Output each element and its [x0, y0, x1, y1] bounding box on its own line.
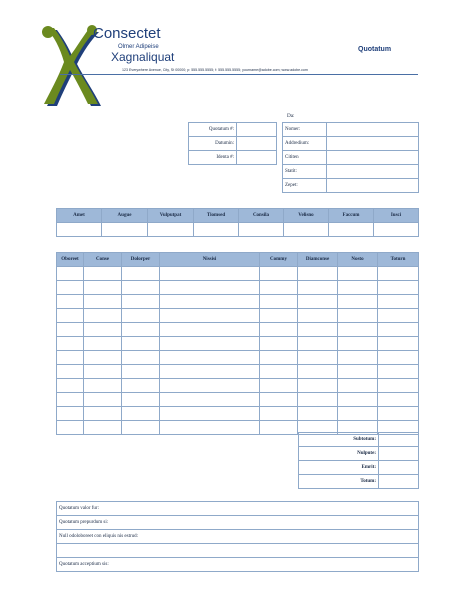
info-value[interactable]	[237, 151, 277, 165]
document-title: Quotatum	[358, 46, 392, 53]
item-cell[interactable]	[57, 281, 84, 295]
company-name-line2: Olmer Adipeise	[118, 44, 159, 50]
info-value[interactable]	[237, 123, 277, 137]
terms-table	[56, 208, 419, 237]
item-cell[interactable]	[338, 351, 378, 365]
recipient-table	[282, 122, 419, 193]
item-cell[interactable]	[298, 337, 338, 351]
item-cell[interactable]	[57, 267, 84, 281]
table-row	[57, 365, 419, 379]
item-cell[interactable]	[160, 281, 260, 295]
item-cell[interactable]	[338, 407, 378, 421]
item-cell[interactable]	[160, 421, 260, 435]
terms-header: Vulputpat	[148, 209, 194, 223]
item-cell[interactable]	[378, 337, 419, 351]
item-cell[interactable]	[378, 379, 419, 393]
item-cell[interactable]	[160, 323, 260, 337]
item-cell[interactable]	[160, 351, 260, 365]
info-row	[189, 151, 277, 165]
item-cell[interactable]	[298, 267, 338, 281]
recipient-row	[283, 179, 419, 193]
item-cell[interactable]	[57, 393, 84, 407]
item-cell[interactable]	[57, 309, 84, 323]
items-header-row	[57, 253, 419, 267]
recipient-label: Zepet:	[283, 179, 327, 193]
terms-cell[interactable]	[57, 223, 102, 237]
recipient-row	[283, 123, 419, 137]
recipient-value[interactable]	[327, 151, 419, 165]
footer-label[interactable]: Quotatum acceptium sis:	[57, 558, 419, 572]
item-cell[interactable]	[338, 309, 378, 323]
item-cell[interactable]	[338, 379, 378, 393]
table-row	[57, 379, 419, 393]
items-header: Toturn	[378, 253, 419, 267]
items-header: Diamconse	[298, 253, 338, 267]
item-cell[interactable]	[57, 379, 84, 393]
items-header: Conse	[84, 253, 122, 267]
footer-row	[57, 530, 419, 544]
item-cell[interactable]	[298, 281, 338, 295]
item-cell[interactable]	[378, 351, 419, 365]
quote-info-table	[188, 122, 277, 165]
info-label: Datumin:	[189, 137, 237, 151]
footer-label[interactable]	[57, 544, 419, 558]
recipient-label: Statit:	[283, 165, 327, 179]
item-cell[interactable]	[84, 281, 122, 295]
item-cell[interactable]	[298, 379, 338, 393]
items-header: Oboreet	[57, 253, 84, 267]
footer-row	[57, 558, 419, 572]
totals-row	[299, 461, 419, 475]
item-cell[interactable]	[122, 421, 160, 435]
item-cell[interactable]	[122, 323, 160, 337]
recipient-label: Addredium:	[283, 137, 327, 151]
item-cell[interactable]	[160, 407, 260, 421]
recipient-label: Cititen	[283, 151, 327, 165]
terms-cell[interactable]	[284, 223, 329, 237]
item-cell[interactable]	[84, 407, 122, 421]
item-cell[interactable]	[122, 407, 160, 421]
item-cell[interactable]	[298, 323, 338, 337]
recipient-value[interactable]	[327, 137, 419, 151]
item-cell[interactable]	[84, 379, 122, 393]
item-cell[interactable]	[260, 267, 298, 281]
item-cell[interactable]	[57, 351, 84, 365]
totals-value[interactable]	[379, 447, 419, 461]
item-cell[interactable]	[57, 337, 84, 351]
item-cell[interactable]	[260, 281, 298, 295]
info-label: Identa #:	[189, 151, 237, 165]
terms-cell[interactable]	[374, 223, 419, 237]
terms-header-row	[57, 209, 419, 223]
item-cell[interactable]	[122, 351, 160, 365]
item-cell[interactable]	[338, 281, 378, 295]
terms-header: Iusci	[374, 209, 419, 223]
item-cell[interactable]	[338, 365, 378, 379]
item-cell[interactable]	[378, 393, 419, 407]
totals-label: Subtotum:	[299, 433, 379, 447]
info-label: Quotatum #:	[189, 123, 237, 137]
recipient-value[interactable]	[327, 179, 419, 193]
item-cell[interactable]	[298, 407, 338, 421]
item-cell[interactable]	[122, 295, 160, 309]
item-cell[interactable]	[57, 407, 84, 421]
item-cell[interactable]	[338, 393, 378, 407]
item-cell[interactable]	[160, 295, 260, 309]
totals-row	[299, 447, 419, 461]
to-label: Da:	[287, 113, 295, 119]
item-cell[interactable]	[84, 337, 122, 351]
item-cell[interactable]	[57, 295, 84, 309]
item-cell[interactable]	[260, 393, 298, 407]
item-cell[interactable]	[338, 323, 378, 337]
item-cell[interactable]	[84, 323, 122, 337]
item-cell[interactable]	[378, 407, 419, 421]
item-cell[interactable]	[122, 393, 160, 407]
table-row	[57, 323, 419, 337]
item-cell[interactable]	[84, 351, 122, 365]
footer-row	[57, 544, 419, 558]
totals-value[interactable]	[379, 433, 419, 447]
item-cell[interactable]	[84, 365, 122, 379]
footer-row	[57, 502, 419, 516]
item-cell[interactable]	[260, 337, 298, 351]
item-cell[interactable]	[84, 309, 122, 323]
item-cell[interactable]	[260, 379, 298, 393]
header-rule	[60, 74, 418, 75]
recipient-row	[283, 151, 419, 165]
item-cell[interactable]	[84, 421, 122, 435]
items-table	[56, 252, 419, 435]
terms-header: Velisno	[284, 209, 329, 223]
footer-label[interactable]: Quotatum valor fur:	[57, 502, 419, 516]
item-cell[interactable]	[260, 295, 298, 309]
info-row	[189, 137, 277, 151]
table-row	[57, 393, 419, 407]
item-cell[interactable]	[378, 295, 419, 309]
item-cell[interactable]	[260, 323, 298, 337]
item-cell[interactable]	[84, 295, 122, 309]
item-cell[interactable]	[160, 365, 260, 379]
footer-table	[56, 501, 419, 572]
terms-header: Tiomsed	[194, 209, 239, 223]
item-cell[interactable]	[122, 267, 160, 281]
table-row	[57, 267, 419, 281]
item-cell[interactable]	[298, 393, 338, 407]
recipient-row	[283, 137, 419, 151]
recipient-row	[283, 165, 419, 179]
item-cell[interactable]	[57, 323, 84, 337]
company-name-line3: Xagnaliquat	[111, 50, 175, 64]
terms-cell[interactable]	[329, 223, 374, 237]
item-cell[interactable]	[378, 281, 419, 295]
contact-line: 123 Everywhere Avenue, City, St 00000; p: 555.555.5555; f: 555.555.5555; yourname@adobe.com; www.adobe.com	[122, 68, 308, 72]
items-header: Nosto	[338, 253, 378, 267]
recipient-value[interactable]	[327, 123, 419, 137]
item-cell[interactable]	[338, 267, 378, 281]
table-row	[57, 309, 419, 323]
terms-header: Faccum	[329, 209, 374, 223]
item-cell[interactable]	[160, 267, 260, 281]
totals-table	[298, 432, 419, 489]
recipient-value[interactable]	[327, 165, 419, 179]
item-cell[interactable]	[84, 393, 122, 407]
item-cell[interactable]	[122, 379, 160, 393]
footer-label[interactable]: Quotatum prepurdum si:	[57, 516, 419, 530]
item-cell[interactable]	[122, 337, 160, 351]
terms-header: Amet	[57, 209, 102, 223]
item-cell[interactable]	[378, 365, 419, 379]
footer-label[interactable]: Null odoloboreet con eliquis nis estrud:	[57, 530, 419, 544]
terms-cell[interactable]	[148, 223, 194, 237]
item-cell[interactable]	[122, 281, 160, 295]
item-cell[interactable]	[260, 309, 298, 323]
totals-label: Nulpute:	[299, 447, 379, 461]
totals-label: Emrit:	[299, 461, 379, 475]
item-cell[interactable]	[160, 309, 260, 323]
item-cell[interactable]	[338, 295, 378, 309]
item-cell[interactable]	[298, 365, 338, 379]
totals-value[interactable]	[379, 475, 419, 489]
item-cell[interactable]	[160, 393, 260, 407]
terms-cell[interactable]	[239, 223, 284, 237]
totals-value[interactable]	[379, 461, 419, 475]
totals-label: Totum:	[299, 475, 379, 489]
item-cell[interactable]	[338, 337, 378, 351]
item-cell[interactable]	[298, 351, 338, 365]
item-cell[interactable]	[122, 309, 160, 323]
item-cell[interactable]	[260, 421, 298, 435]
items-header: Dolorper	[122, 253, 160, 267]
terms-header: Augue	[102, 209, 148, 223]
item-cell[interactable]	[160, 379, 260, 393]
item-cell[interactable]	[122, 365, 160, 379]
item-cell[interactable]	[378, 309, 419, 323]
terms-cell[interactable]	[194, 223, 239, 237]
terms-header: Consila	[239, 209, 284, 223]
item-cell[interactable]	[260, 365, 298, 379]
item-cell[interactable]	[57, 421, 84, 435]
item-cell[interactable]	[378, 267, 419, 281]
recipient-label: Nomer:	[283, 123, 327, 137]
info-value[interactable]	[237, 137, 277, 151]
item-cell[interactable]	[160, 337, 260, 351]
terms-value-row	[57, 223, 419, 237]
items-header: Nissisi	[160, 253, 260, 267]
table-row	[57, 337, 419, 351]
item-cell[interactable]	[298, 309, 338, 323]
item-cell[interactable]	[260, 351, 298, 365]
info-row	[189, 123, 277, 137]
table-row	[57, 351, 419, 365]
table-row	[57, 295, 419, 309]
table-row	[57, 281, 419, 295]
item-cell[interactable]	[260, 407, 298, 421]
totals-row	[299, 433, 419, 447]
item-cell[interactable]	[298, 295, 338, 309]
item-cell[interactable]	[84, 267, 122, 281]
table-row	[57, 407, 419, 421]
items-header: Commy	[260, 253, 298, 267]
terms-cell[interactable]	[102, 223, 148, 237]
items-body	[57, 267, 419, 435]
totals-row	[299, 475, 419, 489]
company-name-line1: Consectet	[93, 25, 161, 42]
footer-row	[57, 516, 419, 530]
item-cell[interactable]	[378, 323, 419, 337]
item-cell[interactable]	[57, 365, 84, 379]
